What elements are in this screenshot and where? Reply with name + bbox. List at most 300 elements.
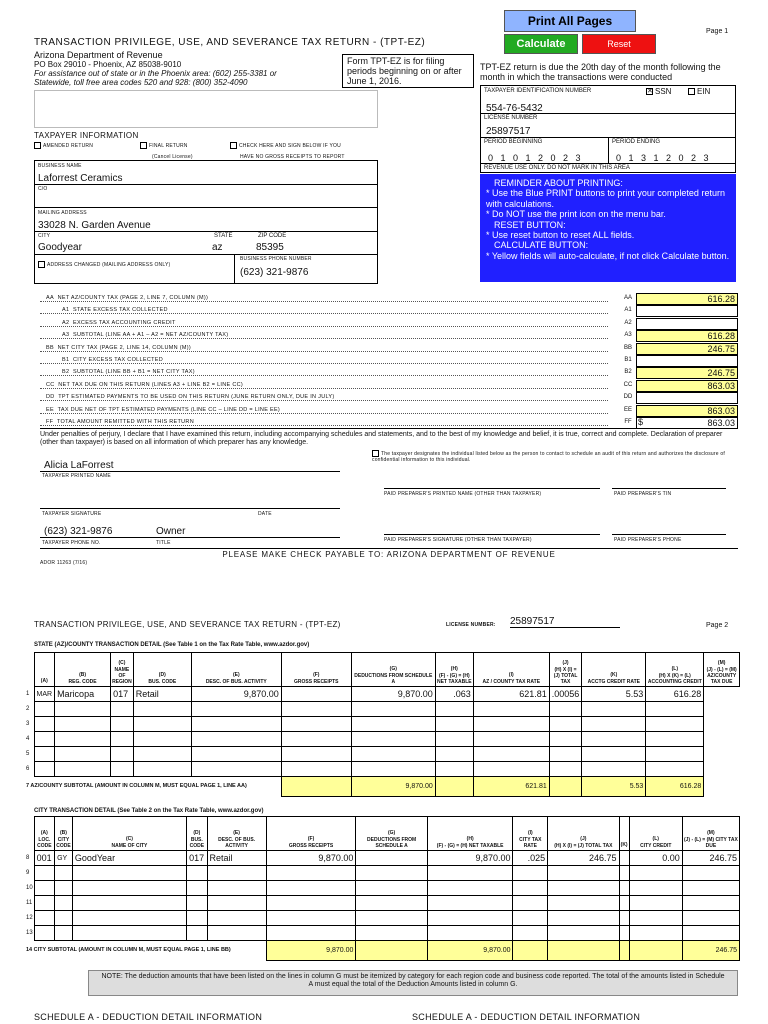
cell-credit[interactable]: 5.53 — [582, 687, 646, 702]
cell-reg[interactable] — [34, 702, 55, 717]
line-label — [46, 394, 337, 400]
subtotal-k — [619, 941, 629, 961]
column-title: GROSS RECEIPTS — [288, 843, 334, 849]
preparer-signature-label: PAID PREPARER'S SIGNATURE (OTHER THAN TAXPAYER) — [384, 537, 532, 543]
city-section-heading: CITY TRANSACTION DETAIL (See Table 2 on the Tax Rate Table, www.azdor.gov) — [34, 808, 264, 814]
ein-checkbox[interactable] — [688, 87, 710, 96]
final-return-checkbox[interactable] — [140, 142, 188, 149]
line-prefix: A1 — [62, 307, 70, 314]
zip-input[interactable]: 85395 — [256, 242, 284, 253]
cell-loc[interactable] — [34, 881, 54, 896]
column-title: DESC. OF BUS. ACTIVITY — [218, 837, 256, 849]
cell-region[interactable] — [55, 702, 111, 717]
line-aa-input[interactable]: 616.28 — [636, 293, 738, 305]
subtotal-credit[interactable]: 5.53 — [582, 777, 646, 797]
cell-net[interactable] — [351, 747, 435, 762]
cell-rate[interactable] — [435, 702, 473, 717]
cell-credit[interactable] — [582, 702, 646, 717]
cell-due[interactable] — [646, 747, 704, 762]
cell-region[interactable] — [55, 717, 111, 732]
row-number: 4 — [26, 736, 30, 742]
cell-city[interactable]: GY — [55, 851, 73, 866]
column-letter: (F) — [307, 836, 315, 842]
cell-due[interactable] — [682, 926, 739, 941]
cell-desc[interactable] — [207, 926, 266, 941]
line-ee-input[interactable]: 863.03 — [636, 405, 738, 417]
cell-credit[interactable] — [582, 747, 646, 762]
calculate-button[interactable]: Calculate — [504, 34, 578, 54]
cell-bus[interactable] — [187, 926, 207, 941]
column-header — [34, 653, 55, 687]
subtotal-tax[interactable] — [548, 941, 619, 961]
cell-k[interactable] — [619, 881, 629, 896]
subtotal-tax[interactable]: 621.81 — [473, 777, 549, 797]
page2-license-label: LICENSE NUMBER: — [446, 622, 496, 628]
schedule-a-left-heading: SCHEDULE A - DEDUCTION DETAIL INFORMATION — [34, 1012, 263, 1022]
line-label — [62, 357, 165, 363]
tax-line-cc — [40, 380, 738, 392]
cell-name[interactable] — [72, 896, 186, 911]
cell-tax[interactable]: 246.75 — [548, 851, 619, 866]
cell-k[interactable] — [619, 851, 629, 866]
cell-desc[interactable] — [133, 732, 191, 747]
state-input[interactable]: az — [212, 242, 223, 253]
column-title: (J) - (L) = (M) AZ/COUNTY TAX DUE — [706, 667, 737, 685]
line-b2-input[interactable]: 246.75 — [636, 367, 738, 379]
cell-net[interactable] — [351, 762, 435, 777]
cell-due[interactable] — [682, 896, 739, 911]
column-title: LOC. CODE — [37, 837, 52, 849]
tin-input[interactable]: 554-76-5432 — [486, 103, 543, 114]
schedule-a-right-heading: SCHEDULE A - DEDUCTION DETAIL INFORMATION — [412, 1012, 641, 1022]
cell-city[interactable] — [55, 881, 73, 896]
cell-gross[interactable] — [191, 732, 281, 747]
cell-tax[interactable]: 621.81 — [473, 687, 549, 702]
column-header — [55, 817, 73, 851]
line-ff-input[interactable]: 863.03 — [636, 417, 738, 429]
cell-credit[interactable] — [629, 866, 682, 881]
subtotal-credit — [629, 941, 682, 961]
ssn-checkbox[interactable]: ✕ SSN — [647, 87, 672, 96]
cell-gross[interactable] — [191, 702, 281, 717]
cell-tax[interactable] — [548, 911, 619, 926]
cell-gross[interactable] — [266, 881, 356, 896]
row-number-header — [26, 817, 34, 851]
cell-city[interactable] — [55, 896, 73, 911]
line-code: A3 — [624, 332, 632, 339]
cell-rate[interactable]: .063 — [435, 687, 473, 702]
line-dd-input[interactable] — [636, 392, 738, 404]
cell-credit[interactable] — [629, 896, 682, 911]
cell-rate[interactable] — [513, 926, 548, 941]
cell-tax[interactable] — [548, 896, 619, 911]
cell-city[interactable] — [55, 926, 73, 941]
cell-due[interactable]: 616.28 — [646, 687, 704, 702]
line-code: DD — [623, 394, 633, 401]
cell-net[interactable] — [427, 881, 513, 896]
column-letter: (C) — [126, 836, 133, 842]
line-text: STATE EXCESS TAX COLLECTED — [72, 307, 168, 314]
cell-city[interactable] — [55, 911, 73, 926]
leader-dots — [40, 400, 608, 401]
cell-loc[interactable]: 001 — [34, 851, 54, 866]
city-input[interactable]: Goodyear — [38, 242, 82, 253]
cell-region[interactable] — [55, 762, 111, 777]
cell-desc[interactable]: Retail — [207, 851, 266, 866]
column-header — [207, 817, 266, 851]
cell-desc[interactable] — [133, 747, 191, 762]
mailing-address-input[interactable]: 33028 N. Garden Avenue — [38, 220, 151, 231]
line-cc-input[interactable]: 863.03 — [636, 380, 738, 392]
subtotal-rate — [435, 777, 473, 797]
cell-rate[interactable] — [435, 732, 473, 747]
cell-ded[interactable] — [281, 732, 351, 747]
subtotal-label: 7 AZ/COUNTY SUBTOTAL (AMOUNT IN COLUMN M, MUST EQUAL PAGE 1, LINE AA) — [26, 783, 247, 790]
row-number: 1 — [26, 691, 30, 697]
cell-bus[interactable] — [187, 911, 207, 926]
taxpayer-printed-name-input[interactable]: Alicia LaForrest — [44, 460, 114, 471]
column-header — [704, 653, 740, 687]
column-title: DEDUCTIONS FROM SCHEDULE A — [354, 673, 433, 685]
cell-gross[interactable] — [266, 896, 356, 911]
line-text: NET AZ/COUNTY TAX (PAGE 2, LINE 7, COLUMN (M)) — [57, 295, 209, 301]
table-row — [26, 702, 740, 717]
cell-desc[interactable] — [133, 717, 191, 732]
column-title: AZ / COUNTY TAX RATE — [482, 679, 541, 685]
cell-due[interactable] — [646, 762, 704, 777]
cell-rate[interactable] — [435, 762, 473, 777]
cell-credit[interactable] — [582, 762, 646, 777]
reminder-item: * Use the Blue PRINT buttons to print your completed return with calculations. — [486, 188, 725, 209]
column-title: (F) - (G) = (H) NET TAXABLE — [436, 673, 472, 685]
cell-desc[interactable] — [133, 762, 191, 777]
state-section-heading: STATE (AZ)/COUNTY TRANSACTION DETAIL (See Table 1 on the Tax Rate Table, www.azdor.gov) — [34, 642, 310, 648]
column-title: NAME OF REGION — [112, 667, 132, 685]
cell-desc[interactable] — [207, 896, 266, 911]
column-letter: (D) — [158, 672, 166, 678]
final-label: FINAL RETURN — [149, 142, 188, 149]
cell-due[interactable] — [646, 732, 704, 747]
preparer-name-label: PAID PREPARER'S PRINTED NAME (OTHER THAN TAXPAYER) — [384, 491, 542, 497]
tin-label: TAXPAYER IDENTIFICATION NUMBER — [484, 88, 592, 94]
cell-bus[interactable] — [187, 866, 207, 881]
agency-address: PO Box 29010 - Phoenix, AZ 85038-9010 — [34, 60, 182, 69]
line-bb-input[interactable]: 246.75 — [636, 343, 738, 355]
divider — [34, 231, 378, 232]
cell-ded[interactable] — [281, 702, 351, 717]
perjury-statement: Under penalties of perjury, I declare that I have examined this return, including accompanying schedules and statements, and to the best of my knowledge and belief, it is true, correct and complete. Declaration of preparer (other than taxpayer) is based on all information of which preparer has any knowledge. — [40, 431, 723, 446]
cell-bus[interactable]: 017 — [187, 851, 207, 866]
reminder-box — [480, 174, 736, 282]
cell-tax[interactable] — [548, 881, 619, 896]
address-changed-checkbox[interactable] — [38, 261, 170, 268]
cell-due[interactable] — [682, 881, 739, 896]
reminder-heading: CALCULATE BUTTON: — [494, 240, 589, 251]
cell-gross[interactable] — [191, 762, 281, 777]
cell-gross[interactable]: 9,870.00 — [191, 687, 281, 702]
cell-region[interactable]: Maricopa — [55, 687, 111, 702]
business-phone-input[interactable]: (623) 321-9876 — [240, 267, 309, 278]
cell-due[interactable]: 246.75 — [682, 851, 739, 866]
cell-loc[interactable] — [34, 896, 54, 911]
cell-k[interactable] — [619, 896, 629, 911]
cell-net[interactable] — [351, 717, 435, 732]
preparer-phone-label: PAID PREPARER'S PHONE — [614, 537, 682, 543]
cell-rate[interactable] — [513, 866, 548, 881]
subtotal-row — [26, 941, 740, 961]
cell-ded[interactable] — [281, 687, 351, 702]
cell-net[interactable] — [427, 896, 513, 911]
leader-dots — [40, 413, 608, 414]
divider — [608, 137, 609, 163]
cell-net[interactable]: 9,870.00 — [427, 851, 513, 866]
page2-license-value: 25897517 — [510, 616, 620, 628]
cell-due[interactable] — [682, 866, 739, 881]
cell-name[interactable]: GoodYear — [72, 851, 186, 866]
line-code: FF — [624, 419, 632, 425]
cell-bus[interactable] — [111, 732, 134, 747]
cell-acct_rate[interactable] — [549, 762, 582, 777]
cell-bus[interactable] — [111, 747, 134, 762]
cell-name[interactable] — [72, 881, 186, 896]
line-prefix: A2 — [62, 319, 70, 326]
cell-reg[interactable] — [34, 762, 55, 777]
mailing-address-label: MAILING ADDRESS — [38, 210, 87, 216]
page-number: Page 1 — [706, 28, 729, 35]
table-row — [26, 762, 740, 777]
cell-gross[interactable] — [191, 717, 281, 732]
cell-credit[interactable]: 0.00 — [629, 851, 682, 866]
divider — [480, 113, 736, 114]
line-prefix: DD — [46, 394, 55, 401]
cell-credit[interactable] — [629, 881, 682, 896]
column-letter: (L) — [652, 836, 659, 842]
subtotal-net[interactable]: 9,870.00 — [351, 777, 435, 797]
tax-line-bb — [40, 343, 738, 355]
row-number: 13 — [26, 930, 33, 936]
cell-tax[interactable] — [473, 732, 549, 747]
printed-name-line — [40, 471, 340, 472]
column-title: CITY CREDIT — [640, 843, 672, 849]
cell-gross[interactable]: 9,870.00 — [266, 851, 356, 866]
designate-checkbox[interactable] — [372, 450, 738, 463]
cell-ded[interactable] — [356, 866, 427, 881]
cell-tax[interactable] — [548, 866, 619, 881]
cell-due[interactable] — [646, 702, 704, 717]
cell-region[interactable] — [55, 747, 111, 762]
column-title: REG. CODE — [68, 679, 97, 685]
cell-desc[interactable] — [207, 881, 266, 896]
cell-rate[interactable]: .025 — [513, 851, 548, 866]
cell-ded[interactable] — [281, 762, 351, 777]
cell-tax[interactable] — [473, 747, 549, 762]
cell-reg[interactable]: MAR — [34, 687, 55, 702]
cell-loc[interactable] — [34, 926, 54, 941]
cell-ded[interactable] — [356, 911, 427, 926]
cell-name[interactable] — [72, 911, 186, 926]
leader-dots — [40, 326, 608, 327]
cell-net[interactable] — [427, 911, 513, 926]
cell-gross[interactable] — [266, 926, 356, 941]
tax-line-ee — [40, 405, 738, 417]
line-label — [62, 307, 170, 313]
line-a2-input[interactable] — [636, 318, 738, 330]
cell-rate[interactable] — [435, 747, 473, 762]
cell-gross[interactable] — [191, 747, 281, 762]
cell-rate[interactable] — [513, 896, 548, 911]
cell-name[interactable] — [72, 926, 186, 941]
cell-bus[interactable] — [111, 717, 134, 732]
deduction-note: NOTE: The deduction amounts that have been listed on the lines in column G must be itemized by category for each region code and business code reported. The total of the amounts listed in Schedule A must equal the total of the Deduction Amounts listed in column G. — [88, 970, 738, 996]
cell-credit[interactable] — [582, 717, 646, 732]
row-number: 10 — [26, 885, 33, 891]
column-header — [427, 817, 513, 851]
period-ending-input[interactable]: 0 1 3 1 2 0 2 3 — [616, 153, 712, 163]
subtotal-gross[interactable]: 9,870.00 — [266, 941, 356, 961]
cell-bus[interactable] — [111, 762, 134, 777]
cell-desc[interactable] — [207, 911, 266, 926]
column-letter: (J) — [580, 836, 587, 842]
cell-desc[interactable] — [133, 702, 191, 717]
cell-acct_rate[interactable] — [549, 717, 582, 732]
line-prefix: BB — [46, 344, 54, 351]
cell-loc[interactable] — [34, 911, 54, 926]
leader-dots — [40, 313, 608, 314]
column-header — [513, 817, 548, 851]
cell-reg[interactable] — [34, 717, 55, 732]
business-name-input[interactable]: Laforrest Ceramics — [38, 173, 123, 184]
cell-net[interactable] — [427, 866, 513, 881]
divider — [234, 254, 235, 284]
tax-line-a3 — [40, 330, 738, 342]
cell-acct_rate[interactable]: .00056 — [549, 687, 582, 702]
cell-tax[interactable] — [548, 926, 619, 941]
business-name-label: BUSINESS NAME — [38, 163, 82, 169]
column-header — [191, 653, 281, 687]
ein-label: EIN — [697, 87, 711, 96]
cell-bus[interactable] — [111, 702, 134, 717]
cell-ded[interactable] — [356, 851, 427, 866]
cell-gross[interactable] — [266, 866, 356, 881]
column-title: NAME OF CITY — [111, 843, 148, 849]
column-header — [72, 817, 186, 851]
cell-desc[interactable] — [207, 866, 266, 881]
cell-reg[interactable] — [34, 747, 55, 762]
license-input[interactable]: 25897517 — [486, 126, 531, 137]
cell-desc[interactable]: Retail — [133, 687, 191, 702]
taxpayer-phone-input[interactable]: (623) 321-9876 — [44, 526, 113, 537]
cell-ded[interactable] — [356, 896, 427, 911]
reminder-item: * Do NOT use the print icon on the menu bar. — [486, 209, 666, 220]
column-title: DESC. OF BUS. ACTIVITY — [205, 679, 267, 685]
designate-text: The taxpayer designates the individual listed below as the person to contact to schedule an audit of this return and authorizes the disclosure of confidential information to this individual. — [372, 450, 725, 463]
cell-k[interactable] — [619, 926, 629, 941]
cell-city[interactable] — [55, 866, 73, 881]
column-header — [549, 653, 582, 687]
line-a1-input[interactable] — [636, 305, 738, 317]
subtotal-due[interactable]: 616.28 — [646, 777, 704, 797]
cell-due[interactable] — [646, 717, 704, 732]
cell-rate[interactable] — [435, 717, 473, 732]
cell-name[interactable] — [72, 866, 186, 881]
row-number: 11 — [26, 900, 33, 906]
reminder-item: * Yellow fields will auto-calculate, if not click Calculate button. — [486, 250, 730, 261]
cell-net[interactable]: 9,870.00 — [351, 687, 435, 702]
amended-return-checkbox[interactable] — [34, 142, 93, 149]
assistance-phone: For assistance out of state or in the Phoenix area: (602) 255-3381 or — [34, 69, 277, 78]
line-text: SUBTOTAL (LINE BB + B1 = NET CITY TAX) — [72, 369, 195, 376]
phone-title-line — [40, 537, 340, 538]
cell-acct_rate[interactable] — [549, 702, 582, 717]
table-row — [26, 866, 740, 881]
subtotal-due[interactable]: 246.75 — [682, 941, 739, 961]
line-prefix: B1 — [62, 357, 70, 363]
preparer-tin-label: PAID PREPARER'S TIN — [614, 491, 672, 497]
column-title: (H) X (I) = (J) TOTAL TAX — [554, 843, 613, 849]
cell-k[interactable] — [619, 911, 629, 926]
line-prefix: AA — [46, 295, 54, 301]
cell-net[interactable] — [351, 732, 435, 747]
cell-tax[interactable] — [473, 717, 549, 732]
cell-bus[interactable] — [187, 896, 207, 911]
line-text: TPT ESTIMATED PAYMENTS TO BE USED ON THIS RETURN (JUNE RETURN ONLY, DUE IN JULY) — [58, 394, 335, 401]
cell-rate[interactable] — [513, 881, 548, 896]
cell-due[interactable] — [682, 911, 739, 926]
line-label — [62, 332, 230, 338]
cell-acct_rate[interactable] — [549, 732, 582, 747]
cell-ded[interactable] — [281, 717, 351, 732]
divider — [34, 254, 378, 255]
cell-k[interactable] — [619, 866, 629, 881]
reset-button[interactable]: Reset — [582, 34, 656, 54]
column-title: (J) - (L) = (M) CITY TAX DUE — [683, 837, 738, 849]
column-letter: (I) — [527, 830, 533, 836]
cell-acct_rate[interactable] — [549, 747, 582, 762]
cell-tax[interactable] — [473, 762, 549, 777]
column-letter: (I) — [508, 672, 514, 678]
cell-net[interactable] — [427, 926, 513, 941]
cell-loc[interactable] — [34, 866, 54, 881]
row-number: 9 — [26, 870, 30, 876]
period-beginning-input[interactable]: 0 1 0 1 2 0 2 3 — [488, 153, 584, 163]
title-input[interactable]: Owner — [156, 526, 186, 537]
column-header — [356, 817, 427, 851]
column-header — [55, 653, 111, 687]
cell-ded[interactable] — [281, 747, 351, 762]
cell-tax[interactable] — [473, 702, 549, 717]
column-header — [133, 653, 191, 687]
cell-rate[interactable] — [513, 911, 548, 926]
cell-credit[interactable] — [629, 926, 682, 941]
cell-ded[interactable] — [356, 881, 427, 896]
line-b1-input[interactable] — [636, 355, 738, 367]
agency-name: Arizona Department of Revenue — [34, 50, 163, 60]
subtotal-net[interactable]: 9,870.00 — [427, 941, 513, 961]
cell-bus[interactable] — [187, 881, 207, 896]
leader-dots — [40, 351, 608, 352]
cell-reg[interactable] — [34, 732, 55, 747]
cell-net[interactable] — [351, 702, 435, 717]
line-a3-input[interactable]: 616.28 — [636, 330, 738, 342]
cell-bus[interactable]: 017 — [111, 687, 134, 702]
cell-gross[interactable] — [266, 911, 356, 926]
cell-credit[interactable] — [629, 911, 682, 926]
cell-ded[interactable] — [356, 926, 427, 941]
print-all-pages-button[interactable]: Print All Pages — [504, 10, 636, 32]
no-receipts-checkbox[interactable] — [230, 142, 341, 149]
cell-credit[interactable] — [582, 732, 646, 747]
cell-region[interactable] — [55, 732, 111, 747]
